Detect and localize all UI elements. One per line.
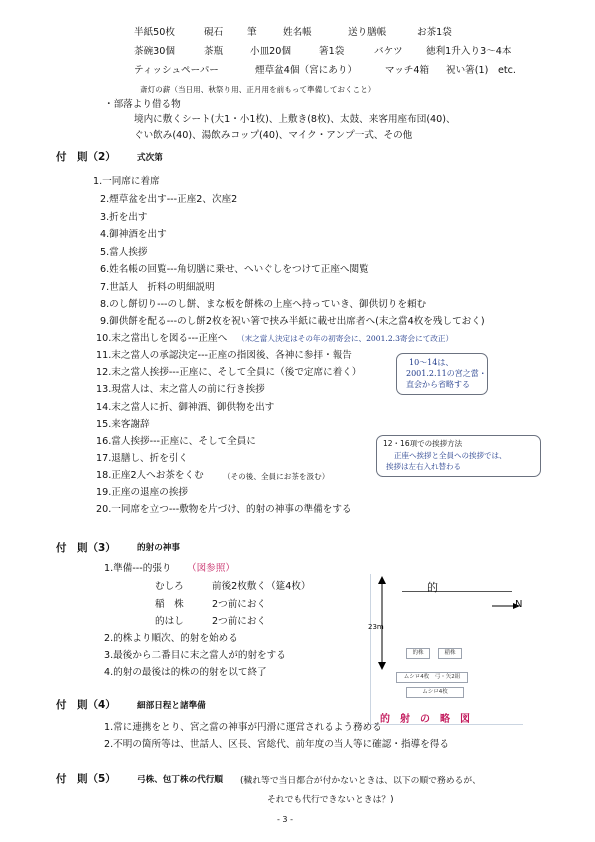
list-item: 10.末之當出しを図る---正座へ xyxy=(96,333,228,344)
list-item: 8.のし餅切り---のし餅、まな板を餅株の上座へ持っていき、御供切りを頼む xyxy=(100,299,427,310)
supply-item: 半紙50枚 xyxy=(134,27,175,38)
list-item: 2.的株より順次、的射を始める xyxy=(104,633,238,644)
list-item: 3.最後から二番目に末之當人が的射をする xyxy=(104,650,286,661)
list-item: 17.退膳し、折を引く xyxy=(96,453,189,464)
list-item: 1.一同席に着席 xyxy=(93,176,160,187)
target-diagram xyxy=(358,574,522,724)
callout-line: 10～14は、 xyxy=(409,358,454,367)
supply-item: ティッシュペーパー xyxy=(134,65,219,76)
supply-item: 徳利1升入り3～4本 xyxy=(426,46,512,57)
north-icon: N xyxy=(515,599,523,610)
supply-item: お茶1袋 xyxy=(417,27,452,38)
map-box: 稲株 xyxy=(438,648,462,659)
supply-item: マッチ4箱 xyxy=(385,65,430,76)
supply-item: 姓名帳 xyxy=(283,27,312,38)
callout-line: 12・16項での挨拶方法 xyxy=(383,439,463,448)
map-box: ムシロ4枚 xyxy=(406,687,464,698)
page-number: - 3 - xyxy=(277,815,293,824)
section-label: 付 則（2） xyxy=(56,151,116,163)
section-note: (穢れ等で当日都合が付かないときは、以下の順で務めるが、 xyxy=(240,776,481,786)
callout-line: 挨拶は左右入れ替わる xyxy=(386,462,461,471)
section-label: 付 則（3） xyxy=(56,542,116,554)
section-title: 弓株、包丁株の代行順 xyxy=(137,775,223,785)
distance-label: 23m xyxy=(368,623,384,631)
note-text: （末之當人決定はその年の初寄会に、2001.2.3寄会にて改正） xyxy=(237,334,454,343)
supply-item: 硯石 xyxy=(204,27,224,38)
callout-line: 2001.2.11の宮之當・ xyxy=(406,369,487,378)
callout-omitted xyxy=(396,353,488,395)
section-label: 付 則（5） xyxy=(56,773,116,785)
callout-line: 直会から省略する xyxy=(406,380,470,389)
supply-item: 茶碗30個 xyxy=(134,46,175,57)
list-item: 11.末之當人の承認決定---正座の指図後、各神に参拝・報告 xyxy=(96,350,352,361)
borrow-line: ぐい飲み(40)、湯飲みコップ(40)、マイク・アンプ一式、その他 xyxy=(134,130,413,141)
list-item: 2.煙草盆を出す---正座2、次座2 xyxy=(100,194,238,205)
section-label: 付 則（4） xyxy=(56,699,116,711)
section-title: 式次第 xyxy=(137,153,163,163)
supply-item: 筆 xyxy=(247,27,257,38)
borrow-line: 境内に敷くシート(大1・小1枚)、上敷き(8枚)、太鼓、来客用座布団(40)、 xyxy=(134,114,456,125)
list-item: 18.正座2人へお茶をくむ xyxy=(96,470,204,481)
supply-note: 斎灯の薪（当日用、秋祭り用、正月用を前もって準備しておくこと） xyxy=(140,85,376,94)
supply-item: 茶瓶 xyxy=(204,46,224,57)
diagram-caption: 的 射 の 略 図 xyxy=(380,714,470,725)
list-item: 2.不明の箇所等は、世話人、区長、宮総代、前年度の当人等に確認・指導を得る xyxy=(104,739,449,750)
prep-item: 稲 株 xyxy=(155,599,184,610)
borrow-heading: ・部落より借る物 xyxy=(104,99,181,110)
supply-item: バケツ xyxy=(374,46,403,57)
target-label: 的 xyxy=(427,581,438,594)
list-item: 13.現當人は、末之當人の前に行き挨拶 xyxy=(96,384,265,395)
prep-desc: 前後2枚敷く（筵4枚） xyxy=(212,581,311,592)
callout-line: 正座へ挨拶と全員への挨拶では、 xyxy=(394,451,507,460)
list-item: 3.折を出す xyxy=(100,212,148,223)
prep-item: 的はし xyxy=(155,616,184,627)
list-item: 4.御神酒を出す xyxy=(100,229,167,240)
list-item: 20.一同席を立つ---敷物を片づけ、的射の神事の準備をする xyxy=(96,504,352,515)
callout-greeting xyxy=(376,435,541,477)
prep-desc: 2つ前におく xyxy=(212,616,267,627)
list-item: 7.世話人 折料の明細説明 xyxy=(100,282,215,293)
supply-item: 送り膳帳 xyxy=(348,27,387,38)
figure-ref: （図参照） xyxy=(187,563,235,574)
list-item: 1.常に連携をとり、宮之當の神事が円滑に運営されるよう務める xyxy=(104,722,382,733)
list-item: 14.末之當人に折、御神酒、御供物を出す xyxy=(96,402,275,413)
section-title: 的射の神事 xyxy=(137,543,180,553)
list-item: 1.準備---的張り xyxy=(104,563,172,574)
list-item: 6.姓名帳の回覧---角切膳に乗せ、へいぐしをつけて正座へ閲覧 xyxy=(100,264,369,275)
supply-item: 箸1袋 xyxy=(319,46,345,57)
list-item: 5.當人挨拶 xyxy=(100,247,148,258)
list-item: 15.来客謝辞 xyxy=(96,419,150,430)
supply-item: 祝い箸(1) etc. xyxy=(446,65,516,76)
list-item: 9.御供餅を配る---のし餅2枚を祝い箸で挟み半紙に載せ出席者へ(末之當4枚を残しておく) xyxy=(100,316,485,327)
section-title: 細部日程と諸準備 xyxy=(137,701,206,711)
map-box: 的株 xyxy=(406,648,430,659)
supply-item: 小皿20個 xyxy=(250,46,291,57)
map-box: ムシロ4枚 弓・矢2組 xyxy=(396,672,468,683)
prep-desc: 2つ前におく xyxy=(212,599,267,610)
note-text: （その後、全員にお茶を汲む） xyxy=(223,472,330,481)
list-item: 4.的射の最後は的株の的射を以て終了 xyxy=(104,667,267,678)
section-note: それでも代行できないときは？) xyxy=(267,795,394,805)
list-item: 19.正座の退座の挨拶 xyxy=(96,487,189,498)
prep-item: むしろ xyxy=(155,581,184,592)
list-item: 16.當人挨拶---正座に、そして全員に xyxy=(96,436,256,447)
list-item: 12.末之當人挨拶---正座に、そして全員に（後で定席に着く） xyxy=(96,367,362,378)
supply-item: 煙草盆4個（宮にあり） xyxy=(255,65,358,76)
